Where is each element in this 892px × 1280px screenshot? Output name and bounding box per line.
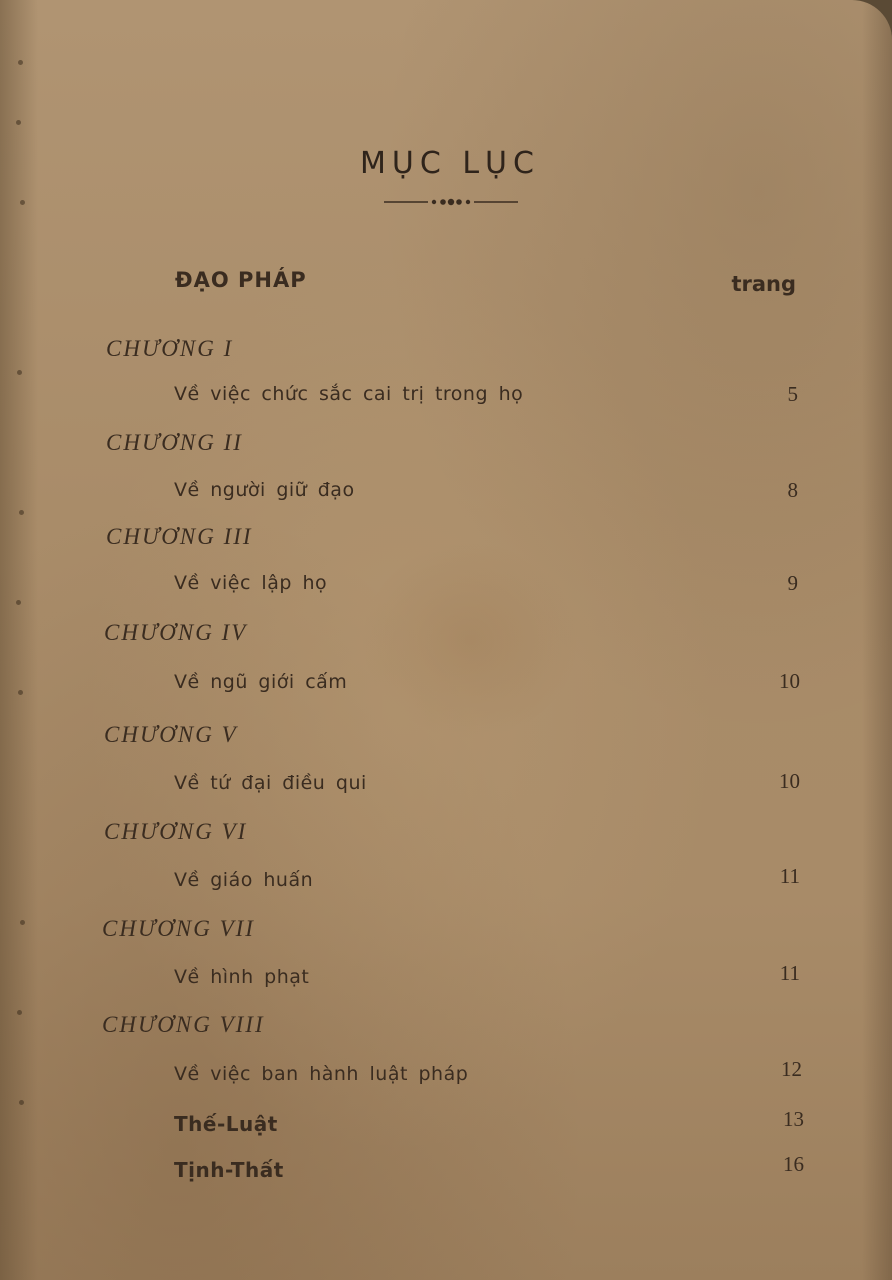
toc-entry-bold: Thế-Luật [174,1112,278,1136]
page-number: 11 [779,864,800,888]
page-number: 11 [779,961,800,985]
chapter-heading: CHƯƠNG I [106,336,234,361]
binding-holes [14,40,34,1240]
section-heading: ĐẠO PHÁP [175,268,307,292]
page-column-label: trang [731,272,796,296]
title-ornament [384,196,518,208]
page-number: 10 [779,769,800,793]
page-number: 13 [783,1107,804,1131]
chapter-heading: CHƯƠNG II [106,430,243,455]
toc-entry: Về ngũ giới cấm [174,671,348,693]
toc-entry: Về việc ban hành luật pháp [174,1063,469,1085]
chapter-heading: CHƯƠNG VIII [102,1012,265,1037]
chapter-heading: CHƯƠNG IV [104,620,248,645]
page-number: 10 [779,669,800,693]
chapter-heading: CHƯƠNG III [106,524,253,549]
page-title: MỤC LỤC [360,146,540,181]
toc-entry: Về tứ đại điều qui [174,772,367,794]
toc-entry: Về việc chức sắc cai trị trong họ [174,383,524,405]
toc-entry: Về người giữ đạo [174,479,355,501]
toc-entry: Về giáo huấn [174,869,314,891]
chapter-heading: CHƯƠNG VI [104,819,248,844]
page-number: 8 [787,478,798,502]
page-right-edge-shadow [862,0,892,1280]
toc-entry: Về việc lập họ [174,572,328,594]
toc-entry: Về hình phạt [174,966,310,988]
chapter-heading: CHƯƠNG VII [102,916,255,941]
page-number: 9 [787,571,798,595]
page-number: 5 [787,382,798,406]
paper-stain [360,540,580,740]
page-number: 16 [783,1152,804,1176]
chapter-heading: CHƯƠNG V [104,722,238,747]
toc-entry-bold: Tịnh-Thất [174,1158,284,1182]
page-number: 12 [781,1057,802,1081]
